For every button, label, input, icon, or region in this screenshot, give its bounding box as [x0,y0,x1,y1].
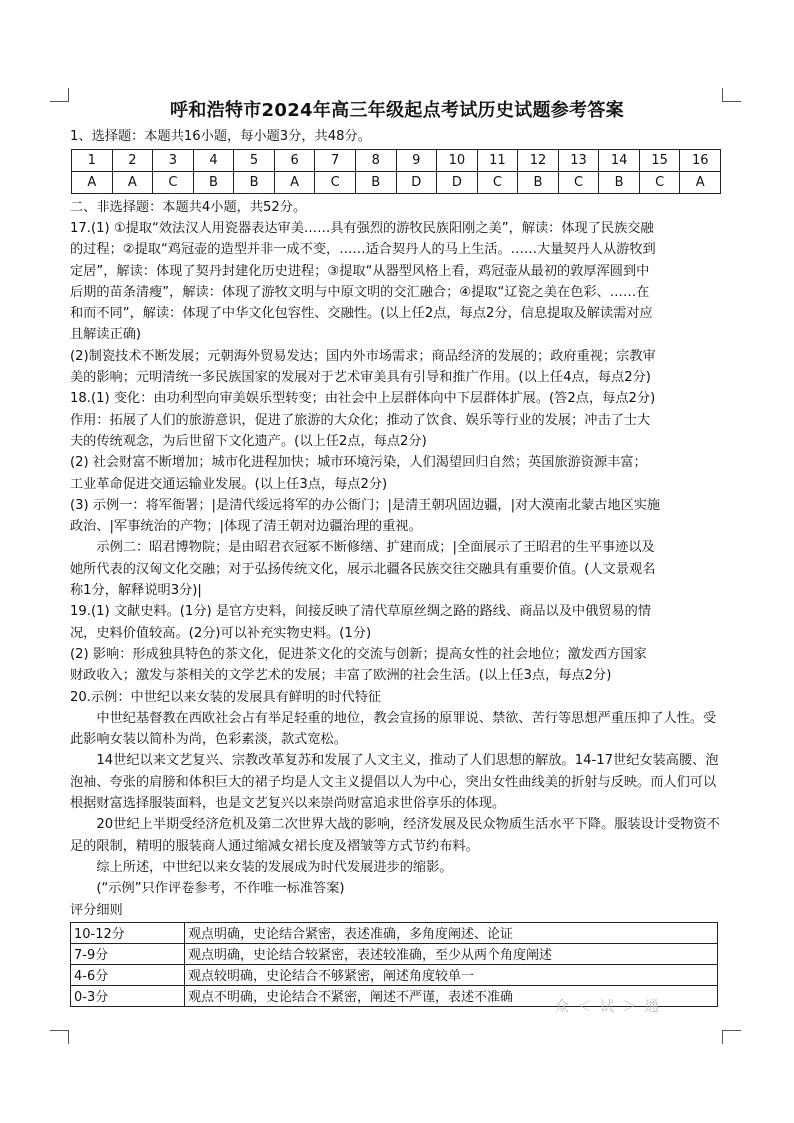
text-line: (“示例”只作评卷参考，不作唯一标准答案) [96,881,345,897]
answer-cell: C [315,172,356,194]
crop-mark-bottom-left-v [68,1030,69,1044]
rubric-row [71,943,718,964]
text-line: 综上所述，中世纪以来女装的发展成为时代发展进步的缩影。 [96,859,453,875]
question-number-cell: 6 [274,150,315,172]
rubric-description: 观点较明确，史论结合不够紧密，阐述角度较单一 [185,964,718,985]
text-line: 19.(1) 文献史料。(1分) 是官方史料，间接反映了清代草原丝绸之路的路线、商品以及中俄贸易的情 [70,604,652,620]
answer-letter-row [72,172,721,194]
answer-cell: C [639,172,680,194]
question-number-cell: 12 [518,150,559,172]
text-line: (2) 社会财富不断增加；城市化进程加快；城市环境污染，人们渴望回归自然；英国旅游资源丰富； [70,455,647,471]
question-number-cell: 7 [315,150,356,172]
answer-cell: B [234,172,275,194]
answer-cell: B [518,172,559,194]
section1-heading: 1、选择题：本题共16小题，每小题3分，共48分。 [70,129,371,144]
text-line: 示例二：昭君博物院；是由昭君衣冠冢不断修缮、扩建而成；|全面展示了王昭君的生平事迹以及 [96,540,655,556]
text-line: 作用：拓展了人们的旅游意识，促进了旅游的大众化；推动了饮食、娱乐等行业的发展；冲击了士大 [70,412,651,428]
question-number-cell: 11 [477,150,518,172]
question-number-cell: 13 [558,150,599,172]
answer-cell: B [599,172,640,194]
crop-mark-top-left-v [68,88,69,102]
rubric-row [71,964,718,985]
rubric-level: 0-3分 [71,985,185,1006]
crop-mark-bottom-right-h [723,1030,741,1031]
answer-number-row [72,150,721,172]
text-line: 况，史料价值较高。(2分)可以补充实物史料。(1分) [70,625,372,641]
answer-cell: A [72,172,113,194]
text-line: (2) 影响：形成独具特色的茶文化，促进茶文化的交流与创新；提高女性的社会地位；激发西方国家 [70,646,647,662]
rubric-level: 4-6分 [71,964,185,985]
answer-cell: C [477,172,518,194]
answer-key-page [70,96,724,1007]
crop-mark-bottom-left-h [50,1030,68,1031]
crop-mark-bottom-right-v [722,1030,723,1044]
answer-cell: A [680,172,721,194]
text-line: 财政收入；激发与茶相关的文学艺术的发展；丰富了欧洲的社会生活。(以上任3点，每点2分) [70,668,612,684]
question-number-cell: 16 [680,150,721,172]
rubric-level: 7-9分 [71,943,185,964]
crop-mark-top-right-h [723,101,741,102]
q20-essay [70,708,724,900]
question-number-cell: 8 [355,150,396,172]
answer-cell: C [153,172,194,194]
answer-cell: D [396,172,437,194]
text-line: 14世纪以来文艺复兴、宗教改革复苏和发展了人文主义，推动了人们思想的解放。14-17世纪女装高腰、泡泡袖、夸张的肩膀和体积巨大的裙子均是人文主义提倡以人为中心，突出女性曲线美的折射与反映。而人们可以根据财富选择服装面料，也是文艺复兴以来崇尚财富追求世俗享乐的体现。 [70,753,719,812]
answer-cell: B [193,172,234,194]
text-line: 政治、|军事统治的产物；|体现了清王朝对边疆治理的重视。 [70,519,422,535]
rubric-description: 观点不明确，史论结合不紧密，阐述不严谨，表述不准确 [185,985,718,1006]
question-number-cell: 1 [72,150,113,172]
q17-18-block [70,218,724,537]
rubric-description: 观点明确，史论结合较紧密，表述较准确，至少从两个角度阐述 [185,943,718,964]
question-number-cell: 14 [599,150,640,172]
text-line: 后期的苗条清瘦”，解读：体现了游牧文明与中原文明的交汇融合；④提取“辽瓷之美在色彩、……在 [70,284,650,300]
question-number-cell: 10 [437,150,478,172]
text-line: 夫的传统观念，为后世留下文化遗产。(以上任2点，每点2分) [70,433,427,449]
question-number-cell: 2 [112,150,153,172]
text-line: (2)制瓷技术不断发展；元朝海外贸易发达；国内外市场需求；商品经济的发展的；政府重视；宗教审 [70,348,656,364]
rubric-table [70,922,718,1007]
text-line: 定居”，解读：体现了契丹封建化历史进程；③提取“从器型风格上看，鸡冠壶从最初的敦厚浑圆到中 [70,263,650,279]
text-line: 和而不同”，解读：体现了中华文化包容性、交融性。(以上任2点，每点2分，信息提取及解读需对应 [70,306,653,322]
question-number-cell: 5 [234,150,275,172]
q18-19-20-block [70,559,724,708]
document-title: 呼和浩特市2024年高三年级起点考试历史试题参考答案 [170,100,624,121]
text-line: 17.(1) ①提取“效法汉人用瓷器表达审美……具有强烈的游牧民族阳刚之美”，解读：体现了民族交融 [70,221,654,236]
text-line: 的过程；②提取“鸡冠壶的造型并非一成不变，……适合契丹人的马上生活。……大量契丹人从游牧到 [70,242,656,258]
answer-cell: A [274,172,315,194]
watermark: 众 ＜ 试 ＞ 通 [555,999,661,1015]
rubric-heading: 评分细则 [70,902,123,918]
text-line: (3) 示例一：将军衙署；|是清代绥远将军的办公衙门；|是清王朝巩固边疆，|对大漠南北蒙古地区实施 [70,497,661,513]
answer-cell: B [355,172,396,194]
text-line: 称1分，解释说明3分)| [70,583,202,599]
question-number-cell: 4 [193,150,234,172]
question-number-cell: 15 [639,150,680,172]
answer-cell: A [112,172,153,194]
question-number-cell: 3 [153,150,194,172]
text-line: 美的影响；元明清统一多民族国家的发展对于艺术审美具有引导和推广作用。(以上任4点，每点2分) [70,370,651,386]
answer-table [71,149,721,194]
text-line: 中世纪基督教在西欧社会占有举足轻重的地位，教会宣扬的原罪说、禁欲、苦行等思想严重压抑了人性。受此影响女装以简朴为尚，色彩素淡，款式宽松。 [70,710,717,748]
q18-example2-block [70,537,724,558]
text-line: 工业革命促进交通运输业发展。(以上任3点，每点2分) [70,476,388,492]
rubric-level: 10-12分 [71,922,185,943]
crop-mark-top-left-h [50,101,68,102]
rubric-row [71,922,718,943]
answer-cell: C [558,172,599,194]
rubric-description: 观点明确，史论结合紧密，表述准确，多角度阐述、论证 [185,922,718,943]
text-line: 18.(1) 变化：由功利型向审美娱乐型转变；由社会中上层群体向中下层群体扩展。(答2点，每点2分) [70,391,656,407]
text-line: 20世纪上半期受经济危机及第二次世界大战的影响，经济发展及民众物质生活水平下降。服装设计受物资不足的限制，精明的服装商人通过缩减女裙长度及褶皱等方式节约布料。 [70,817,720,854]
text-line: 且解读正确) [70,327,142,343]
text-line: 20.示例：中世纪以来女装的发展具有鲜明的时代特征 [70,689,382,705]
section2-heading: 二、非选择题：本题共4小题，共52分。 [70,200,307,215]
text-line: 她所代表的汉匈文化交融；对于弘扬传统文化，展示北疆各民族交往交融具有重要价值。(人文景观名 [70,561,656,577]
question-number-cell: 9 [396,150,437,172]
answer-cell: D [437,172,478,194]
